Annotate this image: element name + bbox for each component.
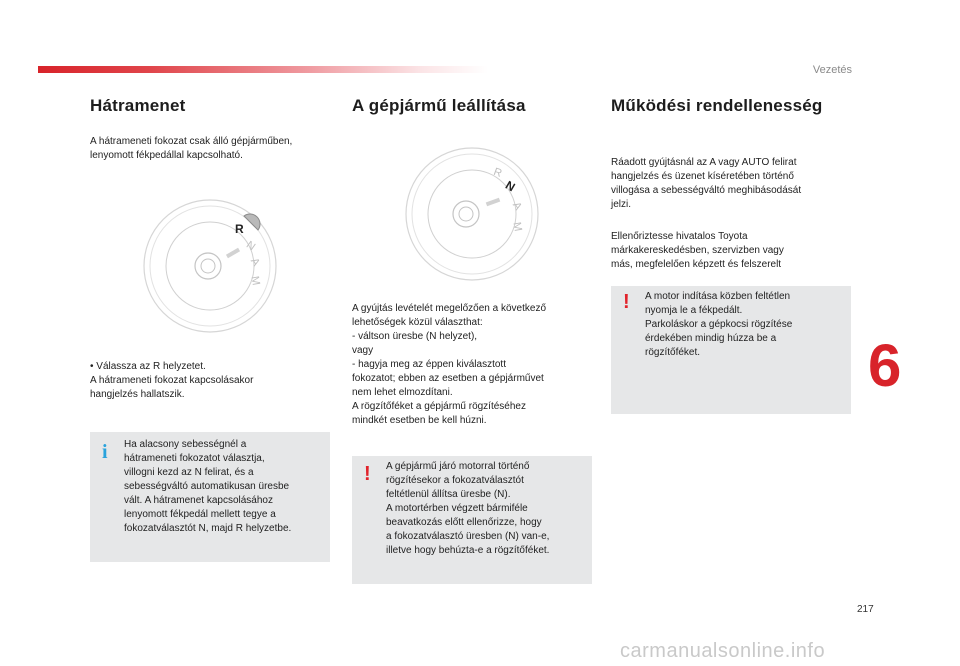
dial-letter-r: R xyxy=(491,165,504,180)
step-line: • Válassza az R helyzetet. xyxy=(90,361,206,372)
warning-icon: ! xyxy=(623,291,630,313)
note-line: A gépjármű járó motorral történő xyxy=(386,461,530,472)
body-line: nem lehet elmozdítani. xyxy=(352,387,453,398)
para-line: hangjelzés és üzenet kíséretében történő xyxy=(611,171,794,182)
header-gradient-bar xyxy=(38,66,488,73)
note-line: feltétlenül állítsa üresbe (N). xyxy=(386,489,511,500)
column-reverse xyxy=(90,96,340,163)
title-reverse: Hátramenet xyxy=(90,96,186,115)
note-line: Ha alacsony sebességnél a xyxy=(124,439,247,450)
warning-icon: ! xyxy=(364,463,371,485)
para2-malfunction xyxy=(611,230,851,272)
dial-letter-m: M xyxy=(248,275,262,287)
title-malfunction: Működési rendellenesség xyxy=(611,96,823,115)
dial-letter-a: A xyxy=(509,200,525,213)
body-stopping xyxy=(352,302,602,428)
dial-letter-r: R xyxy=(235,222,244,236)
gear-selector-dial-reverse xyxy=(140,196,280,336)
warning-note-text xyxy=(645,290,845,360)
warning-note-text xyxy=(386,460,586,558)
warning-note-stopping xyxy=(352,456,592,584)
note-line: rögzítőféket. xyxy=(645,347,701,358)
intro-line: lenyomott fékpedállal kapcsolható. xyxy=(90,150,243,161)
info-icon: i xyxy=(102,441,108,463)
title-stopping: A gépjármű leállítása xyxy=(352,96,526,115)
intro-reverse xyxy=(90,135,340,163)
dial-letter-a: A xyxy=(247,256,263,269)
chapter-number: 6 xyxy=(868,332,902,399)
body-line: A rögzítőféket a gépjármű rögzítéséhez xyxy=(352,401,526,412)
para-line: villogása a sebességváltó meghibásodását xyxy=(611,185,802,196)
column-malfunction xyxy=(611,96,861,116)
para-line: Ellenőriztesse hivatalos Toyota xyxy=(611,231,748,242)
intro-line: A hátrameneti fokozat csak álló gépjárműben, xyxy=(90,136,293,147)
note-line: a fokozatválasztó üresben (N) van-e, xyxy=(386,531,550,542)
para-line: más, megfelelően képzett és felszerelt xyxy=(611,259,782,270)
body-line: vagy xyxy=(352,345,374,356)
watermark-text: carmanualsonline.info xyxy=(620,640,826,662)
body-line: lehetőségek közül választhat: xyxy=(352,317,483,328)
body-line: mindkét esetben be kell húzni. xyxy=(352,415,487,426)
para-line: jelzi. xyxy=(611,199,632,210)
step-line: A hátrameneti fokozat kapcsolásakor xyxy=(90,375,254,386)
para1-malfunction xyxy=(611,156,851,212)
page-number: 217 xyxy=(857,604,874,615)
body-line: - váltson üresbe (N helyzet), xyxy=(352,331,478,342)
note-line: nyomja le a fékpedált. xyxy=(645,305,743,316)
para-line: márkakereskedésben, szervizben vagy xyxy=(611,245,784,256)
note-line: lenyomott fékpedál mellett tegye a xyxy=(124,509,276,520)
info-note-reverse xyxy=(90,432,330,562)
section-label: Vezetés xyxy=(812,64,852,76)
note-line: beavatkozás előtt ellenőrizze, hogy xyxy=(386,517,542,528)
note-line: A motor indítása közben feltétlen xyxy=(645,291,791,302)
dial-letter-m: M xyxy=(510,221,524,233)
note-line: fokozatválasztót N, majd R helyzetbe. xyxy=(124,523,292,534)
note-line: érdekében mindig húzza be a xyxy=(645,333,777,344)
para-line: Ráadott gyújtásnál az A vagy AUTO felirat xyxy=(611,157,797,168)
info-note-text xyxy=(124,438,324,536)
note-line: sebességváltó automatikusan üresbe xyxy=(124,481,290,492)
body-line: fokozatot; ebben az esetben a gépjárművet xyxy=(352,373,544,384)
column-stopping xyxy=(352,96,602,116)
step-line: hangjelzés hallatszik. xyxy=(90,389,185,400)
note-line: vált. A hátramenet kapcsolásához xyxy=(124,495,273,506)
note-line: rögzítésekor a fokozatválasztót xyxy=(386,475,524,486)
note-line: Parkoláskor a gépkocsi rögzítése xyxy=(645,319,793,330)
step-reverse xyxy=(90,360,340,402)
warning-note-malfunction xyxy=(611,286,851,414)
note-line: illetve hogy behúzta-e a rögzítőféket. xyxy=(386,545,550,556)
gear-selector-dial-neutral xyxy=(402,144,542,284)
dial-letter-n: N xyxy=(243,239,258,254)
body-line: A gyújtás levételét megelőzően a következő xyxy=(352,303,547,314)
body-line: - hagyja meg az éppen kiválasztott xyxy=(352,359,506,370)
dial-letter-n: N xyxy=(503,177,518,195)
note-line: A motortérben végzett bármiféle xyxy=(386,503,528,514)
note-line: hátrameneti fokozatot választja, xyxy=(124,453,265,464)
note-line: villogni kezd az N felirat, és a xyxy=(124,467,254,478)
